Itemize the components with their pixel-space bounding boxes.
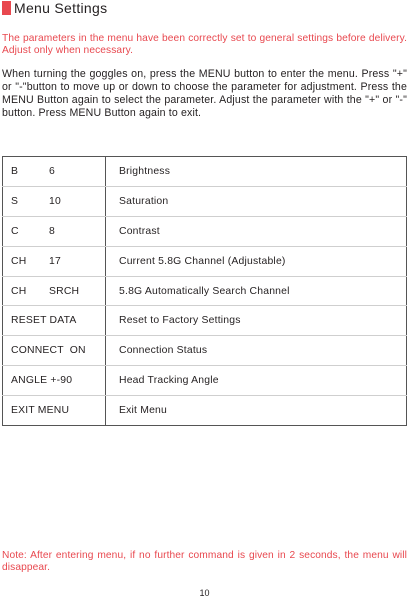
menu-code: B: [3, 157, 42, 187]
menu-item: [3, 336, 106, 366]
menu-item: ANGLE +-90: [3, 366, 106, 396]
page-title: Menu Settings: [14, 0, 108, 16]
menu-description: 5.8G Automatically Search Channel: [106, 276, 407, 306]
table-row: [3, 216, 407, 246]
menu-description: Current 5.8G Channel (Adjustable): [106, 246, 407, 276]
menu-description: Connection Status: [106, 336, 407, 366]
table-row: [3, 186, 407, 216]
menu-settings-table: [2, 156, 407, 426]
menu-description: Saturation: [106, 186, 407, 216]
menu-description: Exit Menu: [106, 396, 407, 426]
menu-value: 6: [41, 157, 106, 187]
menu-description: Reset to Factory Settings: [106, 306, 407, 336]
menu-description: Contrast: [106, 216, 407, 246]
bottom-note: Note: After entering menu, if no further command is given in 2 seconds, the menu will disappear.: [2, 550, 407, 573]
table-row: [3, 336, 407, 366]
page-header: [2, 0, 107, 16]
menu-item-text: CONNECT ON: [11, 345, 86, 357]
menu-value: 17: [41, 246, 106, 276]
table-row: [3, 396, 407, 426]
section-marker-bar: [2, 1, 11, 15]
menu-value: SRCH: [41, 276, 106, 306]
menu-description: Brightness: [106, 157, 407, 187]
intro-paragraph: When turning the goggles on, press the MENU button to enter the menu. Press "+" or "-"button to move up or down to choose the parameter for adjustment. Press the MENU Button again to select the parameter. Adjust the parameter with the "+" or "-" button. Press MENU Button again to exit.: [2, 68, 407, 119]
menu-code: CH: [3, 276, 42, 306]
menu-value: 8: [41, 216, 106, 246]
menu-code: CH: [3, 246, 42, 276]
menu-code: S: [3, 186, 42, 216]
table-row: [3, 276, 407, 306]
menu-value: 10: [41, 186, 106, 216]
page-number: 10: [199, 588, 210, 598]
menu-item: RESET DATA: [3, 306, 106, 336]
menu-item: EXIT MENU: [3, 396, 106, 426]
menu-description: Head Tracking Angle: [106, 366, 407, 396]
table-row: [3, 157, 407, 187]
table-row: [3, 306, 407, 336]
table-row: [3, 366, 407, 396]
table-row: [3, 246, 407, 276]
top-note: The parameters in the menu have been correctly set to general settings before delivery. Adjust only when necessary.: [2, 33, 407, 56]
menu-code: C: [3, 216, 42, 246]
